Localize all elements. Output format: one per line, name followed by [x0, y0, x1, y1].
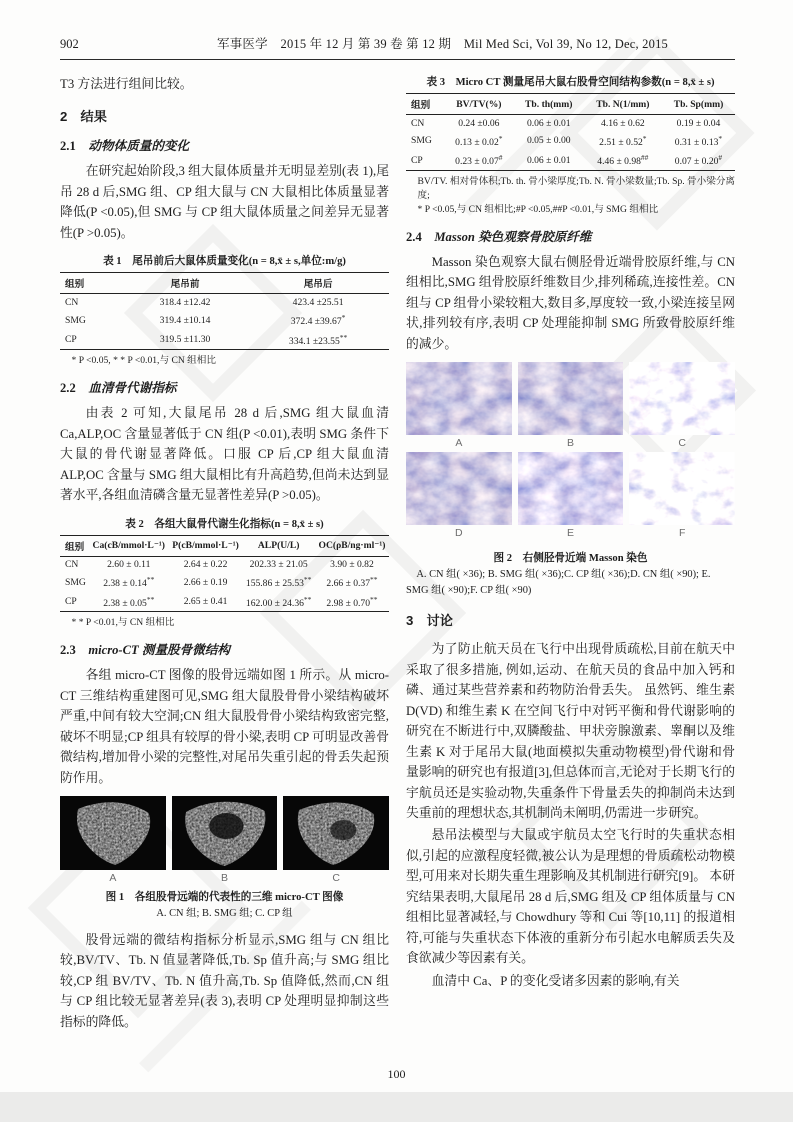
paragraph: 血清中 Ca、P 的变化受诸多因素的影响,有关: [431, 973, 680, 988]
table-cell: 372.4 ±39.67*: [290, 313, 346, 328]
figure1-panel-labels: [60, 870, 389, 885]
table1: [60, 272, 389, 350]
panel-label: C: [332, 872, 340, 885]
table-cell: CN: [411, 117, 425, 129]
masson-image-b: [518, 362, 624, 435]
table-cell: 0.19 ± 0.04: [676, 117, 721, 129]
subsection-heading-2-1: 2.1 动物体质量的变化: [60, 139, 190, 154]
panel-label: C: [678, 437, 686, 449]
table-cell: SMG: [65, 314, 86, 326]
page-header: [60, 34, 735, 52]
microct-image-b: [172, 796, 278, 870]
table-cell: 2.65 ± 0.41: [169, 592, 243, 612]
table-cell: CP: [60, 330, 123, 350]
subsection-heading-2-3: 2.3 micro-CT 测量股骨微结构: [60, 643, 231, 658]
masson-image-c: [629, 362, 735, 435]
header-page-number: 902: [60, 37, 79, 51]
panel-label: A: [109, 872, 117, 885]
table-cell: 0.06 ± 0.01: [526, 117, 571, 129]
table-cell: 4.46 ± 0.98##: [584, 151, 662, 171]
table-row: [60, 294, 389, 311]
table-row: [60, 556, 389, 573]
paragraph: 悬吊法模型与大鼠或宇航员太空飞行时的失重状态相似,引起的应激程度轻微,被公认为是理想的骨质疏松动物模型,可用来对长期失重生理影响及其机制进行研究[9]。 本研究结果表明,大鼠尾吊 28 d 后,SMG 组及 CP 组体质量与 CN 组相比显著减轻,与 Chowdhury 等和 Cui 等[10,11] 的报道相符,可能与失重状态下体液的重新分布引起水电解质丢失及食欲减少等因素有关。: [406, 828, 735, 966]
table-cell: CP: [60, 592, 89, 612]
microct-image-c: [283, 796, 389, 870]
table-header-cell: 尾吊前: [123, 273, 247, 294]
figure2-panels-row1: [406, 362, 735, 435]
table-cell: 0.24 ±0.06: [458, 117, 500, 129]
table1-caption: 表 1 尾吊前后大鼠体质量变化(n = 8,x̄ ± s,单位:m/g): [103, 256, 346, 268]
table-header-row: [60, 273, 389, 294]
table-header-cell: Ca(cB/mmol·L⁻¹): [89, 535, 169, 556]
paragraph: 为了防止航天员在飞行中出现骨质疏松,目前在航天中采取了很多措施, 例如,运动、在航天员的食品中加入钙和磷、通过某些营养素和药物防治骨丢失。 虽然钙、维生素 D(VD) 和维生素 K 在空间飞行中对钙平衡和骨代谢影响的研究在不断进行中,双膦酸盐、甲状旁腺激素、睾酮以及维生素 K 对于尾吊大鼠(地面模拟失重动物模型)骨代谢和骨量影响的研究也有报道[3],但总体而言,无论对于长期飞行的宇航员还是实验动物,失重条件下骨量丢失的抑制尚未达到失重前的理想状态,其机制尚未阐明,仍需进一步研究。: [406, 642, 735, 820]
paragraph: Masson 染色观察大鼠右侧胫骨近端骨胶原纤维,与 CN 组相比,SMG 组骨胶原纤维数目少,排列稀疏,连接性差。CN 组与 CP 组骨小梁较粗大,数目多,厚度较一致,小梁连接呈网状,排列较有序,表明 CP 处理能抑制 SMG 所致骨胶原纤维的减少。: [406, 254, 735, 351]
table-header-cell: OC(ρB/ng·ml⁻¹): [315, 535, 389, 556]
table-cell: 0.05 ± 0.00: [526, 135, 571, 147]
table-cell: 0.23 ± 0.07#: [444, 151, 514, 171]
table-cell: SMG: [411, 135, 432, 147]
masson-image-e: [518, 452, 624, 525]
table-header-cell: 尾吊后: [247, 273, 389, 294]
figure2-panels-row2: [406, 452, 735, 525]
section-heading-discussion: 3 讨论: [406, 613, 453, 629]
panel-label: A: [455, 437, 463, 449]
table-cell: 2.60 ± 0.11: [107, 559, 151, 571]
table-cell: 2.38 ± 0.14**: [103, 575, 155, 590]
table-cell: 0.06 ± 0.01: [514, 151, 584, 171]
table-cell: 0.07 ± 0.20#: [662, 151, 735, 171]
figure2-panel-labels-row2: [406, 525, 735, 540]
table-row: [406, 151, 735, 171]
table-header-row: [406, 94, 735, 115]
table2-caption: 表 2 各组大鼠骨代谢生化指标(n = 8,x̄ ± s): [125, 518, 324, 530]
table-row: [406, 131, 735, 150]
table-cell: 2.98 ± 0.70**: [315, 592, 389, 612]
masson-image-d: [406, 452, 512, 525]
paragraph: 由表 2 可知,大鼠尾吊 28 d 后,SMG 组大鼠血清 Ca,ALP,OC 含量显著低于 CN 组(P <0.01),表明 SMG 条件下大鼠的骨代谢显著降低。口服 CP 后,CP 组大鼠血清 ALP,OC 含量与 SMG 组大鼠相比有升高趋势,但尚未达到显著水平,各组血清磷含量无显著性差异(P >0.05)。: [60, 406, 389, 503]
table-row: [60, 311, 389, 330]
table-cell: 0.13 ± 0.02*: [455, 133, 503, 148]
header-rule: [60, 59, 735, 60]
table-header-row: [60, 535, 389, 556]
table2-footnote: * * P <0.01,与 CN 组相比: [71, 617, 175, 629]
microct-image-a: [60, 796, 166, 870]
paragraph: 各组 micro-CT 图像的股骨远端如图 1 所示。从 micro-CT 三维结构重建图可见,SMG 组大鼠股骨骨小梁结构破坏严重,中间有较大空洞;CN 组大鼠股骨骨小梁结构致密完整,破坏不明显;CP 组具有较厚的骨小梁,表明 CP 可明显改善骨微结构,增加骨小梁的完整性,对尾吊失重引起的骨丢失起预防作用。: [60, 668, 389, 785]
figure1-caption: 图 1 各组股骨远端的代表性的三维 micro-CT 图像: [105, 892, 344, 904]
table-cell: 334.1 ±23.55**: [247, 330, 389, 350]
journal-line: 军事医学 2015 年 12 月 第 39 卷 第 12 期 Mil Med Sci, Vol 39, No 12, Dec, 2015: [217, 37, 668, 51]
table-cell: 0.31 ± 0.13*: [674, 133, 723, 148]
panel-label: F: [678, 527, 686, 539]
footer-page-number: 100: [387, 1067, 406, 1081]
table-row: [60, 573, 389, 592]
table-cell: 2.38 ± 0.05**: [89, 592, 169, 612]
table-header-cell: 组别: [60, 273, 123, 294]
left-column: [60, 74, 389, 1034]
table-cell: CP: [406, 151, 444, 171]
table-header-cell: Tb. N(1/mm): [584, 94, 662, 115]
table-header-cell: P(cB/mmol·L⁻¹): [169, 535, 243, 556]
table-cell: 155.86 ± 25.53**: [245, 575, 312, 590]
table-cell: 162.00 ± 24.36**: [242, 592, 315, 612]
table-header-cell: Tb. Sp(mm): [662, 94, 735, 115]
figure2-subcaption: A. CN 组( ×36); B. SMG 组( ×36);C. CP 组( ×36);D. CN 组( ×90); E. SMG 组( ×90);F. CP 组( ×90): [406, 569, 711, 596]
right-column: [406, 74, 735, 1034]
masson-image-a: [406, 362, 512, 435]
table-row: [60, 330, 389, 350]
panel-label: B: [567, 437, 575, 449]
table-row: [406, 115, 735, 132]
table-cell: 202.33 ± 21.05: [249, 559, 308, 571]
table-cell: 319.4 ±10.14: [159, 314, 211, 326]
subsection-heading-2-4: 2.4 Masson 染色观察骨胶原纤维: [406, 229, 592, 244]
table-cell: SMG: [65, 576, 86, 588]
table2: [60, 535, 389, 613]
panel-label: E: [567, 527, 575, 539]
figure1-subcaption: A. CN 组; B. SMG 组; C. CP 组: [156, 908, 293, 920]
section-heading-results: 2 结果: [60, 109, 107, 125]
table-cell: 423.4 ±25.51: [292, 296, 344, 308]
table-cell: 318.4 ±12.42: [159, 296, 211, 308]
table3-caption: 表 3 Micro CT 测量尾吊大鼠右股骨空间结构参数(n = 8,x̄ ± s): [426, 77, 715, 88]
paragraph: T3 方法进行组间比较。: [60, 77, 193, 91]
figure1-panels: [60, 796, 389, 870]
paragraph: 股骨远端的微结构指标分析显示,SMG 组与 CN 组比较,BV/TV、Tb. N 值显著降低,Tb. Sp 值升高;与 SMG 组比较,CP 组 BV/TV、Tb. N 值升高,Tb. Sp 值降低,然而,CN 组与 CP 组比较无显著差异(表 3),表明 CP 处理明显抑制这些指标的降低。: [60, 932, 389, 1029]
table-cell: 2.64 ± 0.22: [183, 559, 228, 571]
table-header-cell: 组别: [406, 94, 444, 115]
table-row: [60, 592, 389, 612]
figure2-panel-labels-row1: [406, 435, 735, 450]
figure2-caption: 图 2 右侧胫骨近端 Masson 染色: [493, 553, 648, 564]
table3: [406, 93, 735, 171]
table-cell: CN: [65, 296, 79, 308]
table-cell: 319.5 ±11.30: [123, 330, 247, 350]
table-cell: CN: [65, 559, 79, 571]
table-header-cell: 组别: [60, 535, 89, 556]
table-cell: 3.90 ± 0.82: [330, 559, 374, 571]
table3-footnote: BV/TV. 相对骨体积;Tb. th. 骨小梁厚度;Tb. N. 骨小梁数量;Tb. Sp. 骨小梁分离度; * P <0.05,与 CN 组相比;#P <0.05,##P <0.01,与 SMG 组相比: [417, 175, 736, 215]
panel-label: D: [455, 527, 463, 539]
table-cell: 2.66 ± 0.37**: [326, 575, 378, 590]
table1-footnote: * P <0.05, * * P <0.01,与 CN 组相比: [71, 355, 216, 367]
table-header-cell: Tb. th(mm): [514, 94, 584, 115]
table-header-cell: BV/TV(%): [444, 94, 514, 115]
table-cell: 2.66 ± 0.19: [183, 576, 228, 588]
paragraph: 在研究起始阶段,3 组大鼠体质量并无明显差别(表 1),尾吊 28 d 后,SMG 组、CP 组大鼠与 CN 大鼠相比体质量显著降低(P <0.05),但 SMG 与 CP 组大鼠体质量之间差异无显著性(P >0.05)。: [60, 164, 389, 240]
table-cell: 4.16 ± 0.62: [601, 117, 645, 129]
panel-label: B: [221, 872, 229, 885]
subsection-heading-2-2: 2.2 血清骨代谢指标: [60, 381, 177, 396]
table-header-cell: ALP(U/L): [242, 535, 315, 556]
masson-image-f: [629, 452, 735, 525]
table-cell: 2.51 ± 0.52*: [599, 133, 647, 148]
